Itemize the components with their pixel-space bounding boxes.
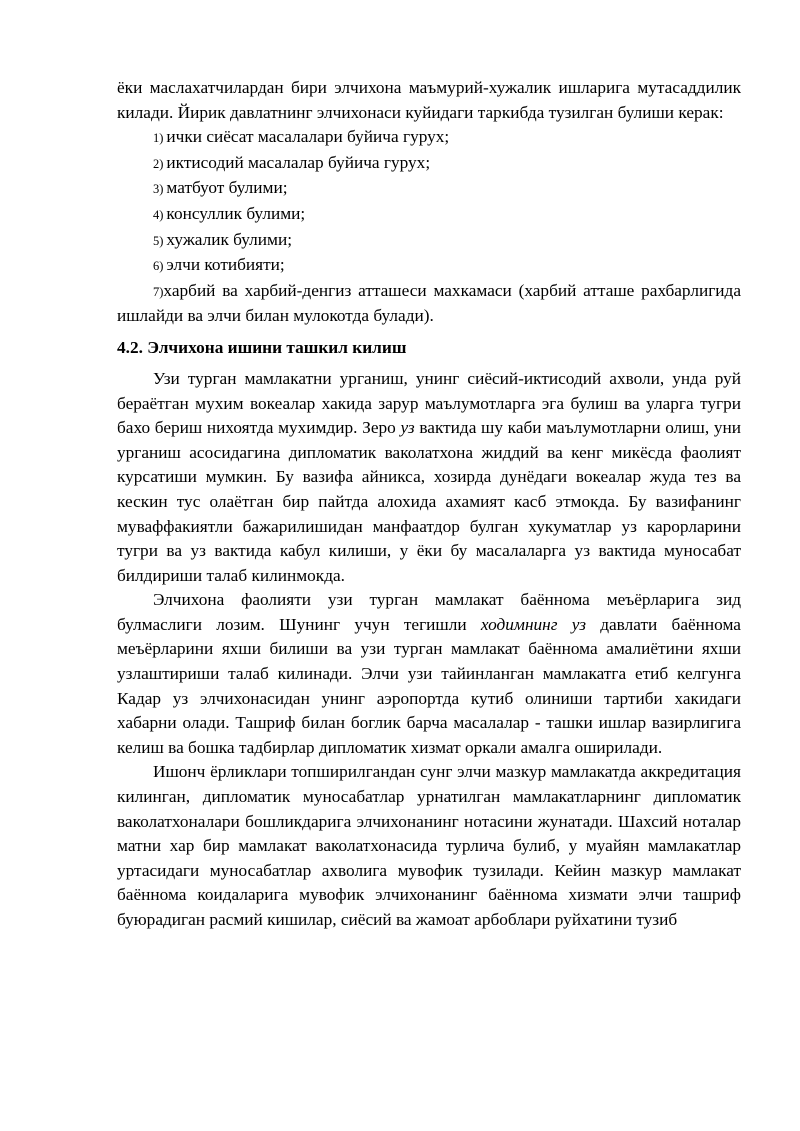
structure-list (117, 125, 741, 279)
list-item-number: 5) (153, 233, 164, 248)
list-item-text: харбий ва харбий-денгиз атташеси махкамаси (харбий атташе рахбарлигида ишлайди ва элчи билан мулокотда булади). (117, 280, 741, 326)
list-item (117, 253, 741, 279)
paragraph-3: Ишонч ёрликлари топширилгандан сунг элчи мазкур мамлакатда аккредитация килинган, дипломатик муносабатлар урнатилган мамлакатларнинг дипломатик ваколатхоналари бошликдарига элчихонанинг нотасини жунатади. Шахсий ноталар матни хар бир мамлакат ваколатхонасида турлича булиб, у муайян мамлакатлар уртасидаги муносабатлар ахволига мувофик тузилади. Кейин мазкур мамлакат баённома коидаларига мувофик элчихонанинг баённома хизмати элчи ташриф буюрадиган расмий кишилар, сиёсий ва жамоат арбоблари руйхатини тузиб (117, 762, 741, 929)
list-item-number: 7) (153, 284, 164, 299)
paragraph-2-emphasis: ходимнинг уз (480, 614, 586, 634)
paragraph-1 (117, 367, 741, 588)
paragraph-1-emphasis: уз (400, 418, 415, 438)
list-item (117, 176, 741, 202)
document-page (117, 76, 741, 933)
list-item-text: иктисодий масалалар буйича гурух; (166, 152, 431, 172)
list-item-number: 6) (153, 259, 164, 274)
list-item-text: матбуот булими; (166, 178, 288, 198)
paragraph-2-text-a: Элчихона фаолияти узи турган мамлакат баённома меъёрларига зид булмаслиги лозим. Шунинг учун тегишли (117, 590, 741, 634)
list-item-number: 4) (153, 207, 164, 222)
list-item (117, 125, 741, 151)
paragraph-2-text-b: давлати баённома меъёрларини яхши билиши ва узи турган мамлакат баённома амалиётини яхши узлаштириши талаб килинади. Элчи узи тайинланган мамлакатга етиб келгунга Кадар уз элчихонасидан унинг аэропортда кутиб олиниши тартиби хакидаги хабарни олади. Ташриф билан боглик барча масалалар - ташки ишлар вазирлигига келиш ва бошка тадбирлар дипломатик хизмат оркали амалга оширилади. (117, 614, 741, 757)
list-item (117, 151, 741, 177)
section-heading: 4.2. Элчихона ишини ташкил килиш (117, 337, 407, 357)
list-item-text: ички сиёсат масалалари буйича гурух; (166, 127, 450, 147)
paragraph-1-text-a: Узи турган мамлакатни урганиш, унинг сиёсий-иктисодий ахволи, унда руй бераётган мухим вокеалар хакида зарур маълумотларга эга булиш ва уларга тугри бахо бериш нихоятда мухимдир. Зеро (117, 368, 741, 438)
list-item (117, 228, 741, 254)
list-item-text: хужалик булими; (166, 229, 293, 249)
list-item-number: 2) (153, 156, 164, 171)
intro-paragraph: ёки маслахатчилардан бири элчихона маъмурий-хужалик ишларига мутасаддилик килади. Йирик давлатнинг элчихонаси куйидаги таркибда тузилган булиши керак: (117, 78, 741, 122)
paragraph-1-text-b: вактида шу каби маълумотларни олиш, уни урганиш асосидагина дипломатик ваколатхона жиддий ва кенг микёсда фаолият курсатиши мумкин. Бу вазифа айникса, хозирда дунёдаги вокеалар жуда тез ва кескин тус олаётган бир пайтда алохида ахамият касб этмокда. Бу вазифанинг муваффакиятли бажарилишидан манфаатдор булган хукуматлар уз карорларини тугри ва уз вактида кабул килиши, у ёки бу масалаларга уз вактида муносабат билдириши талаб килинмокда. (117, 418, 741, 585)
list-item-number: 1) (153, 131, 164, 146)
list-item-text: элчи котибияти; (166, 255, 285, 275)
list-item-7 (117, 279, 741, 329)
list-item (117, 202, 741, 228)
list-item-number: 3) (153, 182, 164, 197)
paragraph-2 (117, 588, 741, 760)
list-item-text: консуллик булими; (166, 203, 306, 223)
